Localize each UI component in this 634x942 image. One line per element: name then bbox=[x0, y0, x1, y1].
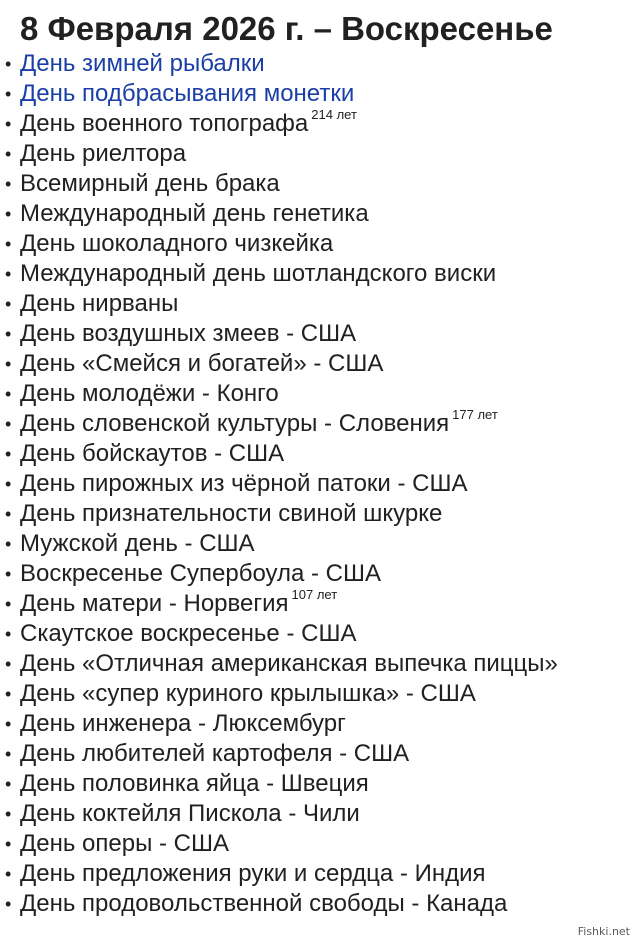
list-item bbox=[0, 109, 634, 139]
bullet-icon: • bbox=[5, 774, 12, 794]
bullet-icon: • bbox=[5, 444, 12, 464]
anniversary-years: 177 лет bbox=[452, 407, 498, 422]
bullet-icon: • bbox=[5, 684, 12, 704]
list-item bbox=[0, 139, 634, 169]
holiday-name: День военного топографа bbox=[20, 110, 309, 137]
country-separator: - bbox=[279, 320, 301, 347]
holiday-name: День «супер куриного крылышка» bbox=[20, 680, 400, 707]
list-item bbox=[0, 409, 634, 439]
holiday-name: День продовольственной свободы bbox=[20, 890, 405, 917]
bullet-icon: • bbox=[5, 234, 12, 254]
country-separator: - bbox=[399, 680, 421, 707]
holiday-country: США bbox=[173, 830, 229, 857]
holiday-name: День любителей картофеля bbox=[20, 740, 333, 767]
bullet-icon: • bbox=[5, 534, 12, 554]
list-item bbox=[0, 439, 634, 469]
holiday-country: Конго bbox=[216, 380, 279, 407]
country-separator: - bbox=[191, 710, 213, 737]
holiday-list bbox=[0, 49, 634, 919]
list-item bbox=[0, 289, 634, 319]
list-item bbox=[0, 829, 634, 859]
country-separator: - bbox=[306, 350, 328, 377]
list-item bbox=[0, 259, 634, 289]
country-separator: - bbox=[162, 590, 184, 617]
country-separator: - bbox=[195, 380, 217, 407]
list-item bbox=[0, 679, 634, 709]
bullet-icon: • bbox=[5, 594, 12, 614]
country-separator: - bbox=[317, 410, 339, 437]
holiday-country: США bbox=[301, 620, 357, 647]
holiday-name: День инженера bbox=[20, 710, 192, 737]
holiday-country: США bbox=[199, 530, 255, 557]
anniversary-years: 214 лет bbox=[311, 107, 357, 122]
holiday-name: День половинка яйца bbox=[20, 770, 260, 797]
holiday-name: Скаутское воскресенье bbox=[20, 620, 280, 647]
bullet-icon: • bbox=[5, 654, 12, 674]
country-separator: - bbox=[279, 620, 302, 647]
holiday-country: Люксембург bbox=[212, 710, 346, 737]
holiday-name: Международный день шотландского виски bbox=[20, 260, 497, 287]
bullet-icon: • bbox=[5, 264, 12, 284]
bullet-icon: • bbox=[5, 474, 12, 494]
country-separator: - bbox=[390, 470, 413, 497]
country-separator: - bbox=[281, 800, 303, 827]
holiday-name: День коктейля Пискола bbox=[20, 800, 282, 827]
country-separator: - bbox=[304, 560, 326, 587]
watermark: Fishki.net bbox=[577, 925, 630, 938]
holiday-name: День словенской культуры bbox=[20, 410, 318, 437]
holiday-country: Канада bbox=[426, 890, 508, 917]
country-separator: - bbox=[259, 770, 281, 797]
list-item[interactable] bbox=[0, 49, 634, 79]
bullet-icon: • bbox=[5, 864, 12, 884]
bullet-icon: • bbox=[5, 114, 12, 134]
list-item bbox=[0, 619, 634, 649]
holiday-name: День оперы bbox=[20, 830, 153, 857]
country-separator: - bbox=[152, 830, 174, 857]
holiday-country: Норвегия bbox=[183, 590, 289, 617]
country-separator: - bbox=[177, 530, 200, 557]
bullet-icon: • bbox=[5, 834, 12, 854]
bullet-icon: • bbox=[5, 414, 12, 434]
list-item bbox=[0, 889, 634, 919]
holiday-country: США bbox=[228, 440, 285, 467]
list-item bbox=[0, 319, 634, 349]
list-item bbox=[0, 769, 634, 799]
list-item bbox=[0, 169, 634, 199]
bullet-icon: • bbox=[5, 84, 12, 104]
holiday-country: Швеция bbox=[280, 770, 369, 797]
anniversary-years: 107 лет bbox=[291, 587, 338, 602]
bullet-icon: • bbox=[5, 354, 12, 374]
bullet-icon: • bbox=[5, 54, 12, 74]
holiday-name: День «Отличная американская выпечка пиццы» bbox=[20, 650, 558, 677]
holiday-name: Международный день генетика bbox=[20, 200, 369, 227]
list-item[interactable] bbox=[0, 79, 634, 109]
bullet-icon: • bbox=[5, 564, 12, 584]
bullet-icon: • bbox=[5, 744, 12, 764]
holiday-name: День воздушных змеев bbox=[20, 320, 280, 347]
page-title: 8 Февраля 2026 г. – Воскресенье bbox=[20, 10, 553, 47]
bullet-icon: • bbox=[5, 894, 12, 914]
bullet-icon: • bbox=[5, 504, 12, 524]
bullet-icon: • bbox=[5, 204, 12, 224]
holiday-name: Всемирный день брака bbox=[20, 170, 280, 197]
holiday-name: День пирожных из чёрной патоки bbox=[20, 470, 391, 497]
holiday-name: День бойскаутов bbox=[20, 440, 208, 467]
holiday-name: Мужской день bbox=[20, 530, 178, 557]
holiday-name: День риелтора bbox=[20, 140, 187, 167]
bullet-icon: • bbox=[5, 804, 12, 824]
list-item bbox=[0, 229, 634, 259]
holiday-name: День шоколадного чизкейка bbox=[20, 230, 334, 257]
holiday-country: Словения bbox=[338, 410, 450, 437]
country-separator: - bbox=[207, 440, 229, 467]
bullet-icon: • bbox=[5, 144, 12, 164]
list-item bbox=[0, 499, 634, 529]
country-separator: - bbox=[332, 740, 354, 767]
list-item bbox=[0, 379, 634, 409]
list-item bbox=[0, 469, 634, 499]
holiday-country: США bbox=[420, 680, 476, 707]
holiday-link[interactable]: День подбрасывания монетки bbox=[20, 80, 355, 107]
country-separator: - bbox=[393, 860, 415, 887]
holiday-name: Воскресенье Супербоула bbox=[20, 560, 305, 587]
bullet-icon: • bbox=[5, 324, 12, 344]
list-item bbox=[0, 559, 634, 589]
list-item bbox=[0, 529, 634, 559]
holiday-country: США bbox=[325, 560, 382, 587]
holiday-name: День предложения руки и сердца bbox=[20, 860, 394, 887]
holiday-name: День матери bbox=[20, 590, 163, 617]
bullet-icon: • bbox=[5, 294, 12, 314]
list-item bbox=[0, 199, 634, 229]
list-item bbox=[0, 739, 634, 769]
holiday-link[interactable]: День зимней рыбалки bbox=[20, 50, 265, 77]
holiday-country: США bbox=[412, 470, 468, 497]
holiday-country: США bbox=[353, 740, 410, 767]
holiday-name: День нирваны bbox=[20, 290, 179, 317]
bullet-icon: • bbox=[5, 624, 12, 644]
bullet-icon: • bbox=[5, 384, 12, 404]
holiday-country: США bbox=[328, 350, 384, 377]
holiday-country: Индия bbox=[414, 860, 486, 887]
holiday-country: США bbox=[300, 320, 357, 347]
holiday-country: Чили bbox=[302, 800, 360, 827]
bullet-icon: • bbox=[5, 714, 12, 734]
country-separator: - bbox=[404, 890, 427, 917]
list-item bbox=[0, 349, 634, 379]
holiday-name: День молодёжи bbox=[20, 380, 196, 407]
list-item bbox=[0, 649, 634, 679]
list-item bbox=[0, 589, 634, 619]
bullet-icon: • bbox=[5, 174, 12, 194]
holiday-name: День признательности свиной шкурке bbox=[20, 500, 443, 527]
list-item bbox=[0, 709, 634, 739]
list-item bbox=[0, 859, 634, 889]
list-item bbox=[0, 799, 634, 829]
holiday-name: День «Смейся и богатей» bbox=[20, 350, 307, 377]
